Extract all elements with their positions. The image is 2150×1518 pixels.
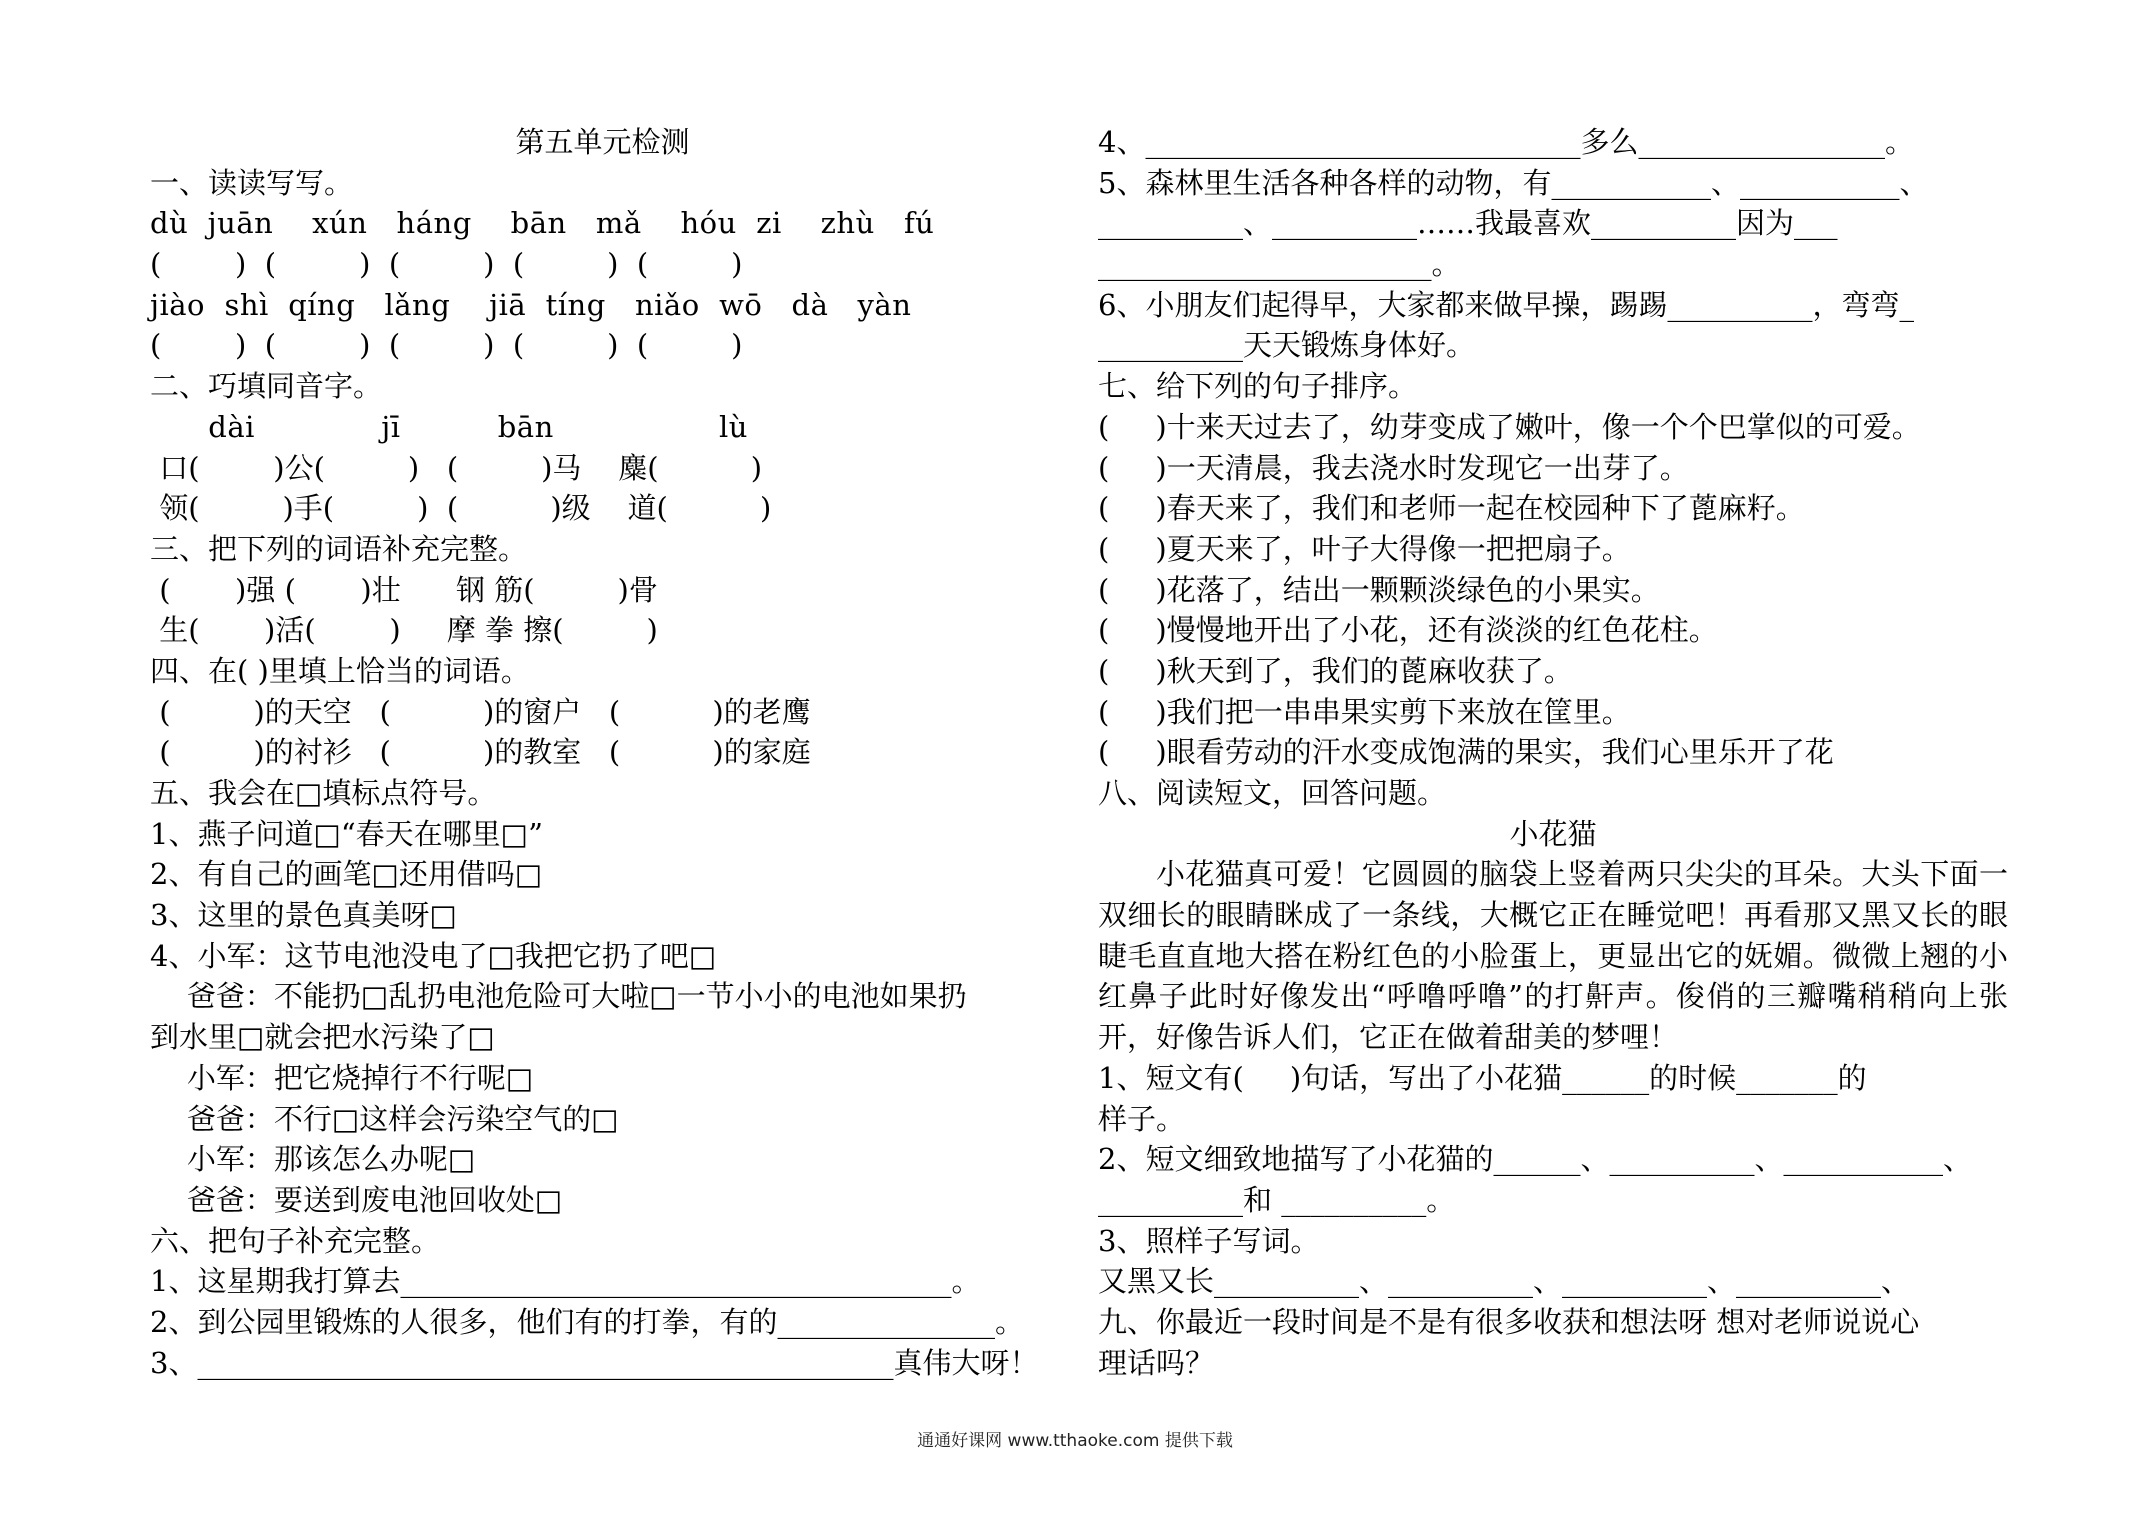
answer-row-1: ( ) ( ) ( ) ( ) ( ) [150,247,743,282]
page-title: 第五单元检测 [515,125,690,159]
ordering-item: ( )慢慢地开出了小花，还有淡淡的红色花柱。 [1098,613,1718,648]
punctuation-item-2: 2、有自己的画笔□还用借吗□ [150,857,543,892]
dialogue-line: 小军：那该怎么办呢□ [150,1142,476,1177]
reading-question-1-cont: 样子。 [1098,1101,1186,1136]
dialogue-line: 爸爸：要送到废电池回收处□ [150,1182,563,1217]
section-2-heading: 二、巧填同音字。 [150,369,383,404]
punctuation-item-4: 4、小军：这节电池没电了□我把它扔了吧□ [150,938,717,973]
section-7-heading: 七、给下列的句子排序。 [1098,369,1418,404]
dialogue-line: 小军：把它烧掉行不行呢□ [150,1060,534,1095]
ordering-item: ( )眼看劳动的汗水变成饱满的果实，我们心里乐开了花 [1098,735,1834,770]
ordering-item: ( )一天清晨，我去浇水时发现它一出芽了。 [1098,450,1689,485]
story-title: 小花猫 [1509,816,1597,851]
ordering-item: ( )十来天过去了，幼芽变成了嫩叶，像一个个巴掌似的可爱。 [1098,409,1921,444]
fill-words-row-1: ( )的天空 ( )的窗户 ( )的老鹰 [150,694,811,729]
reading-question-3: 3、照样子写词。 [1098,1223,1320,1258]
right-column [1098,122,2008,1383]
sentence-complete-6-end: __________天天锻炼身体好。 [1098,328,1476,363]
reading-question-2-cont: __________和 __________。 [1098,1182,1456,1217]
punctuation-item-3: 3、这里的景色真美呀□ [150,898,457,933]
section-6-heading: 六、把句子补充完整。 [150,1223,441,1258]
sentence-complete-4: 4、______________________________多么_________________。 [1098,125,1914,159]
idiom-row-1: ( )强 ( )壮 钢 筋( )骨 [150,572,658,607]
left-column [150,122,1055,1383]
reading-question-2: 2、短文细致地描写了小花猫的______、__________、___________、 [1098,1142,1972,1177]
section-4-heading: 四、在( )里填上恰当的词语。 [150,653,530,688]
dialogue-line: 爸爸：不行□这样会污染空气的□ [150,1101,619,1136]
section-9-heading-cont: 理话吗？ [1098,1345,1215,1380]
ordering-item: ( )春天来了，我们和老师一起在校园种下了蓖麻籽。 [1098,491,1805,526]
ordering-item: ( )夏天来了，叶子大得像一把把扇子。 [1098,531,1631,566]
reading-question-3-answer: 又黑又长__________、__________、__________、__________、 [1098,1264,1911,1299]
section-8-heading: 八、阅读短文，回答问题。 [1098,776,1447,810]
dialogue-line: 到水里□就会把水污染了□ [150,1020,495,1055]
footer-credit: 通通好课网 www.tthaoke.com 提供下载 [917,1431,1233,1451]
sentence-complete-3: 3、________________________________________________真伟大呀！ [150,1345,1039,1380]
pinyin-row-1: dù juān xún háng bān mǎ hóu zi zhù fú [150,206,935,241]
fill-words-row-2: ( )的衬衫 ( )的教室 ( )的家庭 [150,735,811,770]
sentence-complete-5-cont: __________、__________……我最喜欢__________因为___ [1098,206,1838,241]
ordering-item: ( )花落了，结出一颗颗淡绿色的小果实。 [1098,572,1660,607]
sentence-complete-6: 6、小朋友们起得早，大家都来做早操，踢踢__________，弯弯_ [1098,287,1914,322]
homophone-row-1: 口( )公( ) ( )马 麋( ) [150,450,763,485]
dialogue-line: 爸爸：不能扔□乱扔电池危险可大啦□一节小小的电池如果扔 [150,979,967,1014]
section-5-heading: 五、我会在□填标点符号。 [150,776,497,810]
sentence-complete-5: 5、森林里生活各种各样的动物，有___________、___________、 [1098,165,1929,200]
ordering-item: ( )秋天到了，我们的蓖麻收获了。 [1098,653,1573,688]
sentence-complete-1: 1、这星期我打算去______________________________________。 [150,1264,981,1299]
sentence-complete-5-end: _______________________。 [1098,247,1461,282]
reading-question-1: 1、短文有( )句话，写出了小花猫______的时候_______的 [1098,1060,1867,1095]
section-1-heading: 一、读读写写。 [150,165,354,200]
homophone-row-2: 领( )手( ) ( )级 道( ) [150,491,772,526]
section-3-heading: 三、把下列的词语补充完整。 [150,531,528,566]
story-paragraph: 小花猫真可爱！它圆圆的脑袋上竖着两只尖尖的耳朵。大头下面一双细长的眼睛眯成了一条线，大概它正在睡觉吧！再看那又黑又长的眼睫毛直直地大搭在粉红色的小脸蛋上，更显出它的妩媚。微微上翘的小红鼻子此时好像发出“呼噜呼噜”的打鼾声。俊俏的三瓣嘴稍稍向上张开，好像告诉人们，它正在做着甜美的梦哩！ [1098,857,2008,1055]
answer-row-2: ( ) ( ) ( ) ( ) ( ) [150,328,743,363]
punctuation-item-1: 1、燕子问道□“春天在哪里□” [150,816,543,851]
ordering-item: ( )我们把一串串果实剪下来放在筐里。 [1098,694,1631,729]
pinyin-row-2: jiào shì qíng lǎng jiā tíng niǎo wō dà yàn [150,287,912,322]
idiom-row-2: 生( )活( ) 摩 拳 擦( ) [150,613,658,648]
section-9-heading: 九、你最近一段时间是不是有很多收获和想法呀 想对老师说说心 [1098,1305,1920,1340]
sentence-complete-2: 2、到公园里锻炼的人很多，他们有的打拳，有的_______________。 [150,1304,1024,1339]
homophone-pinyin-row: dài jī bān lù [150,409,748,444]
